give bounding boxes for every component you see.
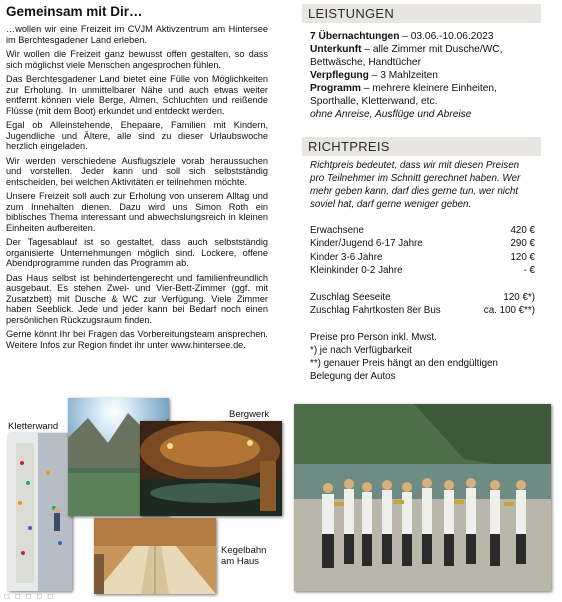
price-row: Kinder/Jugend 6-17 Jahre 290 € — [310, 238, 535, 250]
unterkunft-line-2: Bettwäsche, Handtücher — [310, 57, 421, 68]
leistungen-note: ohne Anreise, Ausflüge und Abreise — [310, 109, 472, 120]
paragraph: Egal ob Alleinstehende, Ehepaare, Familien mit Kindern, Jugendliche und Ältere, alle sind zu dieser Urlaubswoche herzlich eingeladen. — [6, 120, 268, 151]
toolbar-icon[interactable]: ◻ — [25, 593, 32, 600]
bergwerk-label: Bergwerk — [229, 409, 270, 420]
bergwerk-photo — [140, 421, 282, 516]
paragraph: Gerne könnt Ihr bei Fragen das Vorbereitungsteam ansprechen. Weitere Infos zur Region findet ihr unter www.hintersee.de. — [6, 329, 268, 350]
band-photo — [294, 404, 551, 591]
toolbar-icon[interactable]: ◻ — [14, 593, 21, 600]
kletterwand-photo — [8, 433, 72, 591]
paragraph: Unsere Freizeit soll auch zur Erholung von unserem Alltag und zum Innehalten dienen. Dazu wird uns Simon Roth ein biblisches Thema interessant und abwechslungsreich in kleinen Einheiten aufbereiten. — [6, 191, 268, 233]
surcharge-row: Zuschlag Seeseite 120 €*) — [310, 291, 535, 303]
kegelbahn-label: Kegelbahn am Haus — [221, 545, 267, 567]
price-row: Erwachsene 420 € — [310, 225, 535, 236]
unterkunft-line: Unterkunft – alle Zimmer mit Dusche/WC, — [310, 44, 503, 55]
toolbar-icon[interactable]: ◻ — [36, 593, 43, 600]
kletterwand-label: Kletterwand — [8, 421, 59, 432]
price-note: **) genauer Preis hängt an den endgültigen Belegung der Autos — [310, 358, 498, 383]
paragraph: Das Haus selbst ist behindertengerecht und familienfreundlich ausgebaut. Es stehen Zwei- und Vier-Bett-Zimmer (ggf. mit Zusatzbett) mit Dusche & WC zur Verfügung. Viele Zimmer haben Seeblick. Jede und jeder kann bei Bedarf noch einen persönlichen Rückzugsraum finden. — [6, 272, 268, 325]
price-note: Preise pro Person inkl. Mwst. — [310, 332, 437, 344]
price-row: Kinder 3-6 Jahre 120 € — [310, 251, 535, 263]
surcharge-row: Zuschlag Fahrtkosten 8er Bus ca. 100 €**) — [310, 305, 535, 317]
richtpreis-intro: Richtpreis bedeutet, dass wir mit diesen Preisen pro Teilnehmer im Schnitt gerechnet haben. Wer mehr geben kann, darf dies gerne tun, wer nicht soviel hat, darf gerne weniger geben. — [310, 160, 521, 210]
price-row: Kleinkinder 0-2 Jahre - € — [310, 265, 535, 277]
left-column — [6, 4, 268, 354]
paragraph: Das Berchtesgadener Land bietet eine Fülle von Möglichkeiten zur Erholung. In unmittelbarer Nähe und auch etwas weiter entfernt können viele Berge, Almen, Schluchten und reißende Flüsse (mit dem Boot) erkundet und entdeckt werden. — [6, 74, 268, 116]
programm-line: Programm – mehrere kleinere Einheiten, — [310, 83, 497, 94]
verpflegung-line: Verpflegung – 3 Mahlzeiten — [310, 70, 438, 81]
toolbar-icon[interactable]: ◻ — [4, 593, 10, 600]
leistungen-section — [302, 4, 541, 121]
richtpreis-heading: RICHTPREIS — [302, 137, 541, 156]
price-note: *) je nach Verfügbarkeit — [310, 345, 412, 357]
paragraph: Der Tagesablauf ist so gestaltet, dass auch selbstständig organisierte Unternehmungen möglich sind. Lockere, offene Abendprogramme runden das Programm ab. — [6, 237, 268, 268]
kegelbahn-photo — [94, 518, 216, 594]
section-heading: Gemeinsam mit Dir… — [6, 4, 143, 19]
toolbar-icon[interactable]: ◻ — [47, 593, 54, 600]
paragraph: …wollen wir eine Freizeit im CVJM Aktivzentrum am Hintersee im Berchtesgadener Land erleben. — [6, 24, 268, 45]
leistungen-heading: LEISTUNGEN — [302, 4, 541, 23]
paragraph: Wir wollen die Freizeit ganz bewusst offen gestalten, so dass sich möglichst viele Menschen angesprochen fühlen. — [6, 49, 268, 70]
footer-toolbar — [4, 592, 144, 600]
nights-line: 7 Übernachtungen – 03.06.-10.06.2023 — [310, 31, 494, 42]
programm-line-2: Sporthalle, Kletterwand, etc. — [310, 96, 438, 107]
richtpreis-section — [302, 137, 541, 383]
paragraph: Wir werden verschiedene Ausflugsziele vorab heraussuchen und vorstellen. Jeder kann und soll sich selbstständig entscheiden, bei welchen Aktivitäten er teilnehmen möchte. — [6, 155, 268, 187]
